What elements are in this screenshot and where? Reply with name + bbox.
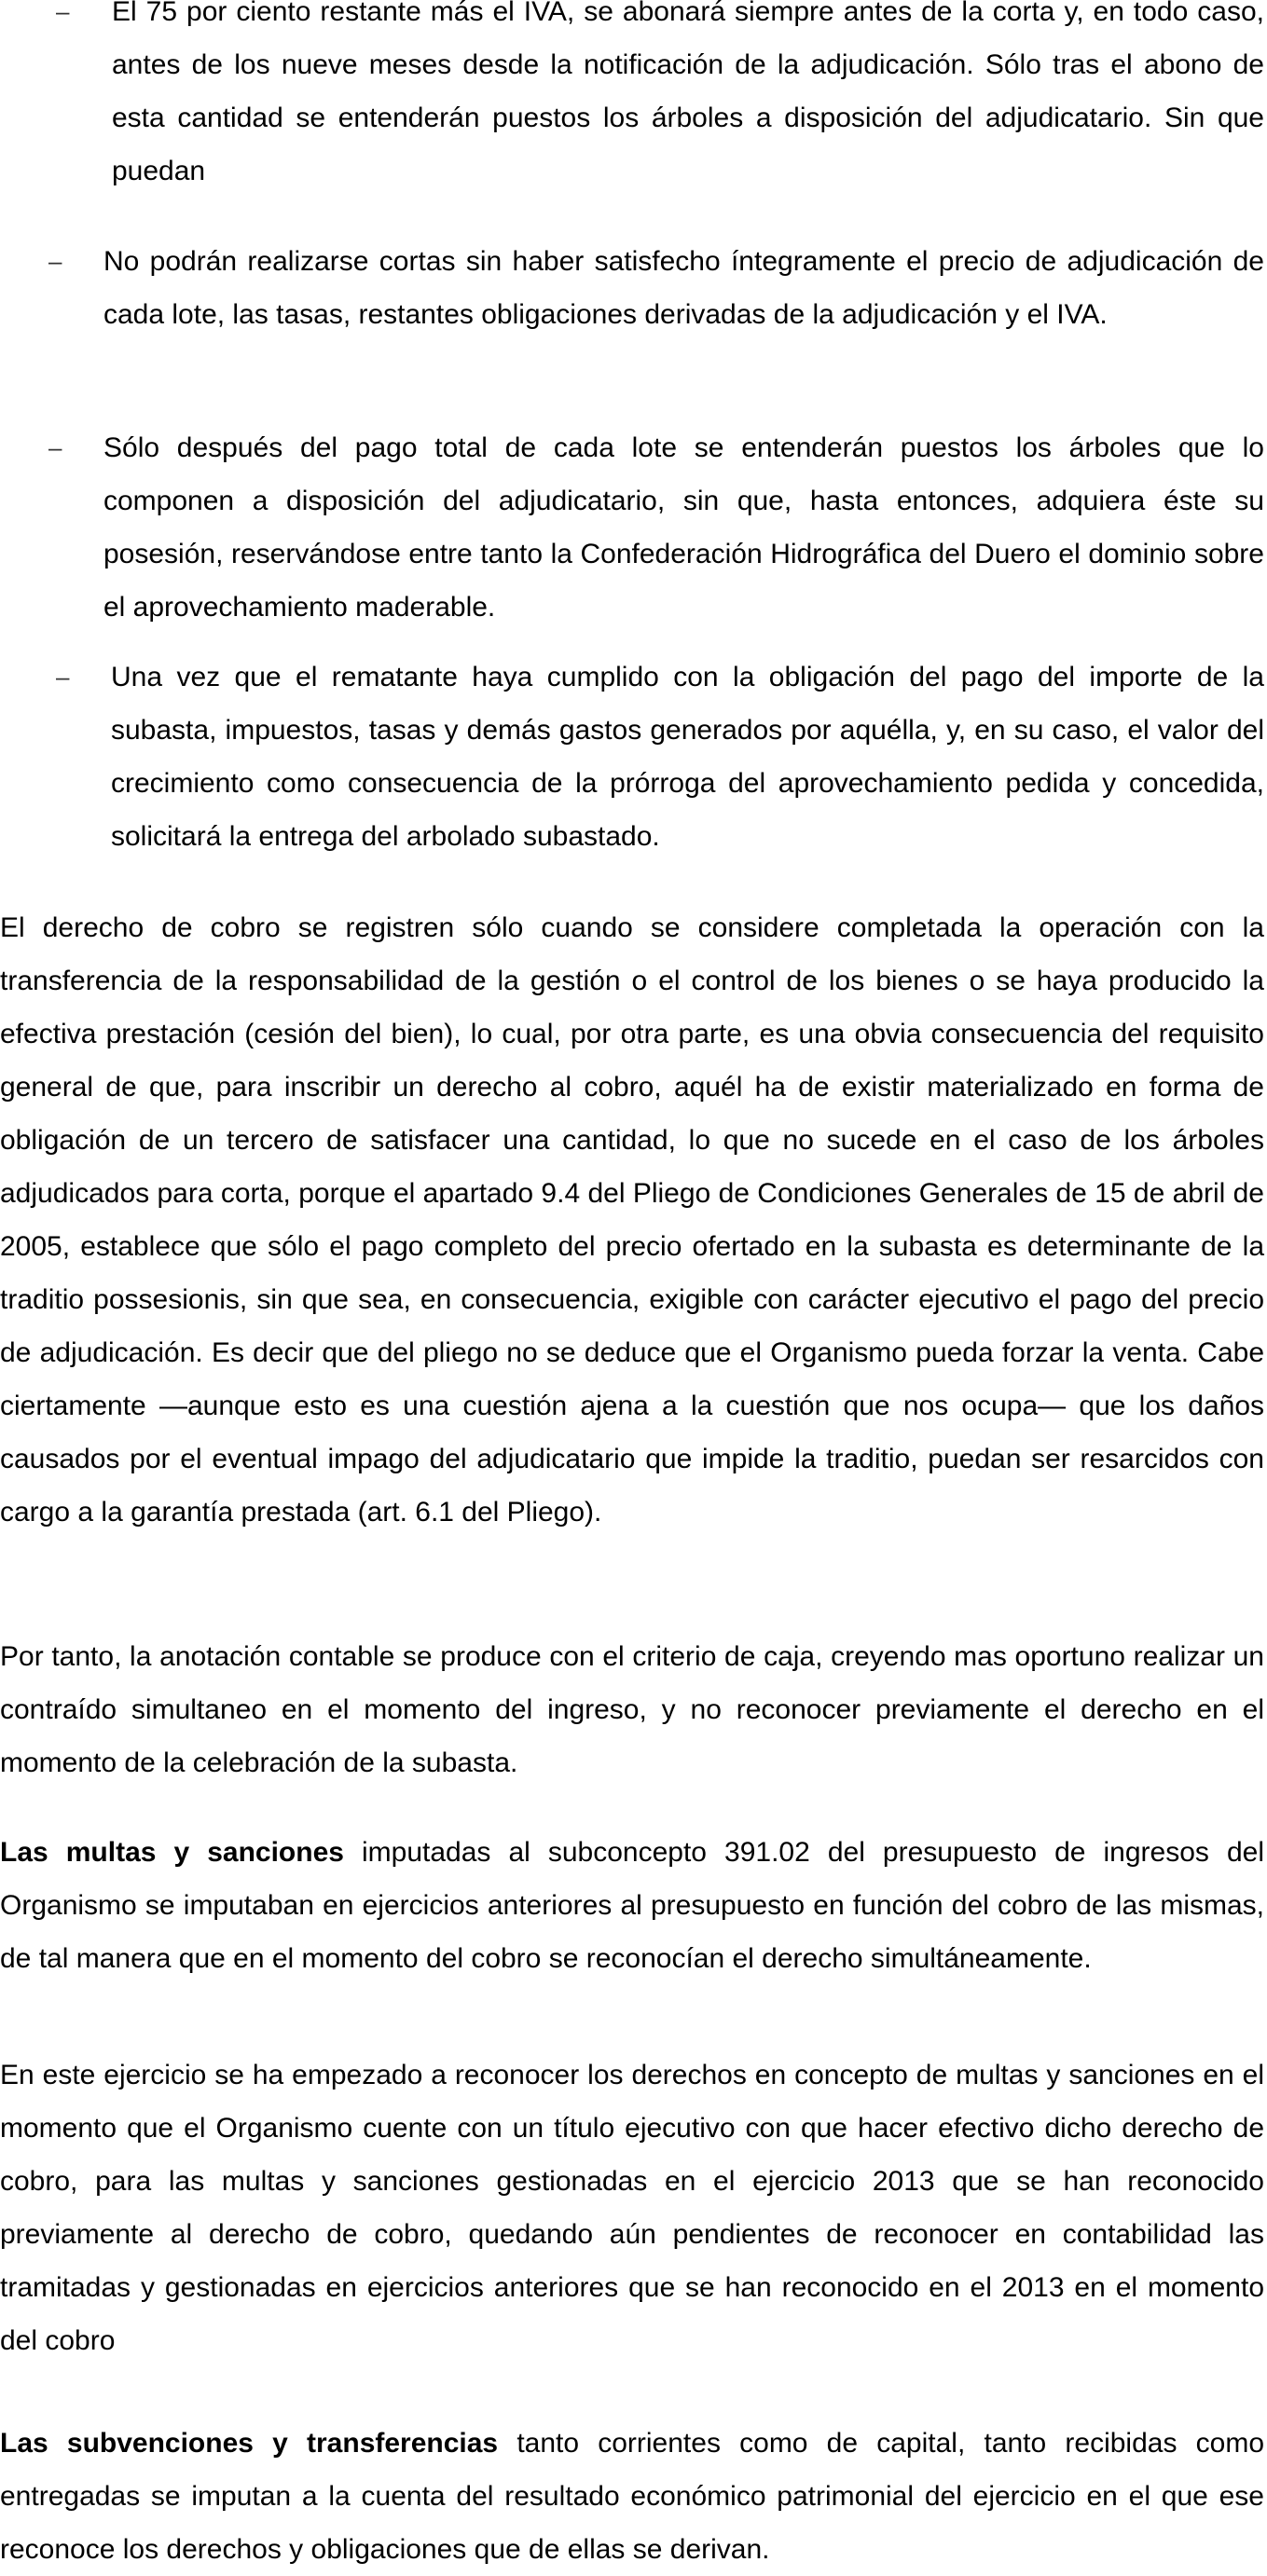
bullet-text: No podrán realizarse cortas sin haber satisfecho íntegramente el precio de adjudicación de cada lote, las tasas, restantes obligaciones derivadas de la adjudicación y el IVA. xyxy=(103,246,1264,330)
paragraph-subvenciones xyxy=(0,2417,1264,2576)
paragraph-derecho-de-cobro: El derecho de cobro se registren sólo cuando se considere completada la operación con la transferencia de la responsabilidad de la gestión o el control de los bienes o se haya producido la efectiva prestación (cesión del bien), lo cual, por otra parte, es una obvia consecuencia del requisito general de que, para inscribir un derecho al cobro, aquél ha de existir materializado en forma de obligación de un tercero de satisfacer una cantidad, lo que no sucede en el caso de los árboles adjudicados para corta, porque el apartado 9.4 del Pliego de Condiciones Generales de 15 de abril de 2005, establece que sólo el pago completo del precio ofertado en la subasta es determinante de la traditio possesionis, sin que sea, en consecuencia, exigible con carácter ejecutivo el pago del precio de adjudicación. Es decir que del pliego no se deduce que el Organismo pueda forzar la venta. Cabe ciertamente —aunque esto es una cuestión ajena a la cuestión que nos ocupa— que los daños causados por el eventual impago del adjudicatario que impide la traditio, puedan ser resarcidos con cargo a la garantía prestada (art. 6.1 del Pliego). xyxy=(0,912,1264,1528)
bullet-dash: – xyxy=(48,247,62,275)
paragraph-reconocimiento-derechos: En este ejercicio se ha empezado a reconocer los derechos en concepto de multas y sanciones en el momento que el Organismo cuente con un título ejecutivo con que hacer efectivo dicho derecho de cobro, para las multas y sanciones gestionadas en el ejercicio 2013 que se han reconocido previamente al derecho de cobro, quedando aún pendientes de reconocer en contabilidad las tramitadas y gestionadas en ejercicios anteriores que se han reconocido en el 2013 en el momento del cobro xyxy=(0,2060,1264,2356)
bullet-item-4 xyxy=(56,651,1264,863)
bullet-text: Sólo después del pago total de cada lote se entenderán puestos los árboles que lo componen a disposición del adjudicatario, sin que, hasta entonces, adquiera éste su posesión, reservándose entre tanto la Confederación Hidrográfica del Duero el dominio sobre el aprovechamiento maderable. xyxy=(103,432,1264,623)
paragraph-lead-bold: Las subvenciones y transferencias xyxy=(0,2428,499,2459)
bullet-dash: – xyxy=(56,0,70,25)
bullet-item-1 xyxy=(56,0,1264,198)
bullet-item-3 xyxy=(48,421,1264,634)
bullet-text: Una vez que el rematante haya cumplido con la obligación del pago del importe de la subasta, impuestos, tasas y demás gastos generados por aquélla, y, en su caso, el valor del crecimiento como consecuencia de la prórroga del aprovechamiento pedida y concedida, solicitará la entrega del arbolado subastado. xyxy=(111,662,1264,852)
bullet-text: El 75 por ciento restante más el IVA, se abonará siempre antes de la corta y, en todo caso, antes de los nueve meses desde la notificación de la adjudicación. Sólo tras el abono de esta cantidad se entenderán puestos los árboles a disposición del adjudicatario. Sin que puedan xyxy=(112,0,1264,186)
bullet-item-2 xyxy=(48,235,1264,341)
bullet-dash: – xyxy=(56,663,70,691)
paragraph-criterio-de-caja: Por tanto, la anotación contable se produce con el criterio de caja, creyendo mas oportuno realizar un contraído simultaneo en el momento del ingreso, y no reconocer previamente el derecho en el momento de la celebración de la subasta. xyxy=(0,1641,1264,1778)
bullet-dash: – xyxy=(48,433,62,461)
paragraph-lead-bold: Las multas y sanciones xyxy=(0,1837,344,1868)
paragraph-body: imputadas al subconcepto 391.02 del presupuesto de ingresos del Organismo se imputaban en ejercicios anteriores al presupuesto en función del cobro de las mismas, de tal manera que en el momento del cobro se reconocían el derecho simultáneamente. xyxy=(0,1837,1264,1974)
paragraph-body: tanto corrientes como de capital, tanto recibidas como entregadas se imputan a la cuenta del resultado económico patrimonial del ejercicio en el que ese reconoce los derechos y obligaciones que de ellas se derivan. xyxy=(0,2428,1265,2565)
paragraph-multas-y-sanciones xyxy=(0,1826,1264,1985)
